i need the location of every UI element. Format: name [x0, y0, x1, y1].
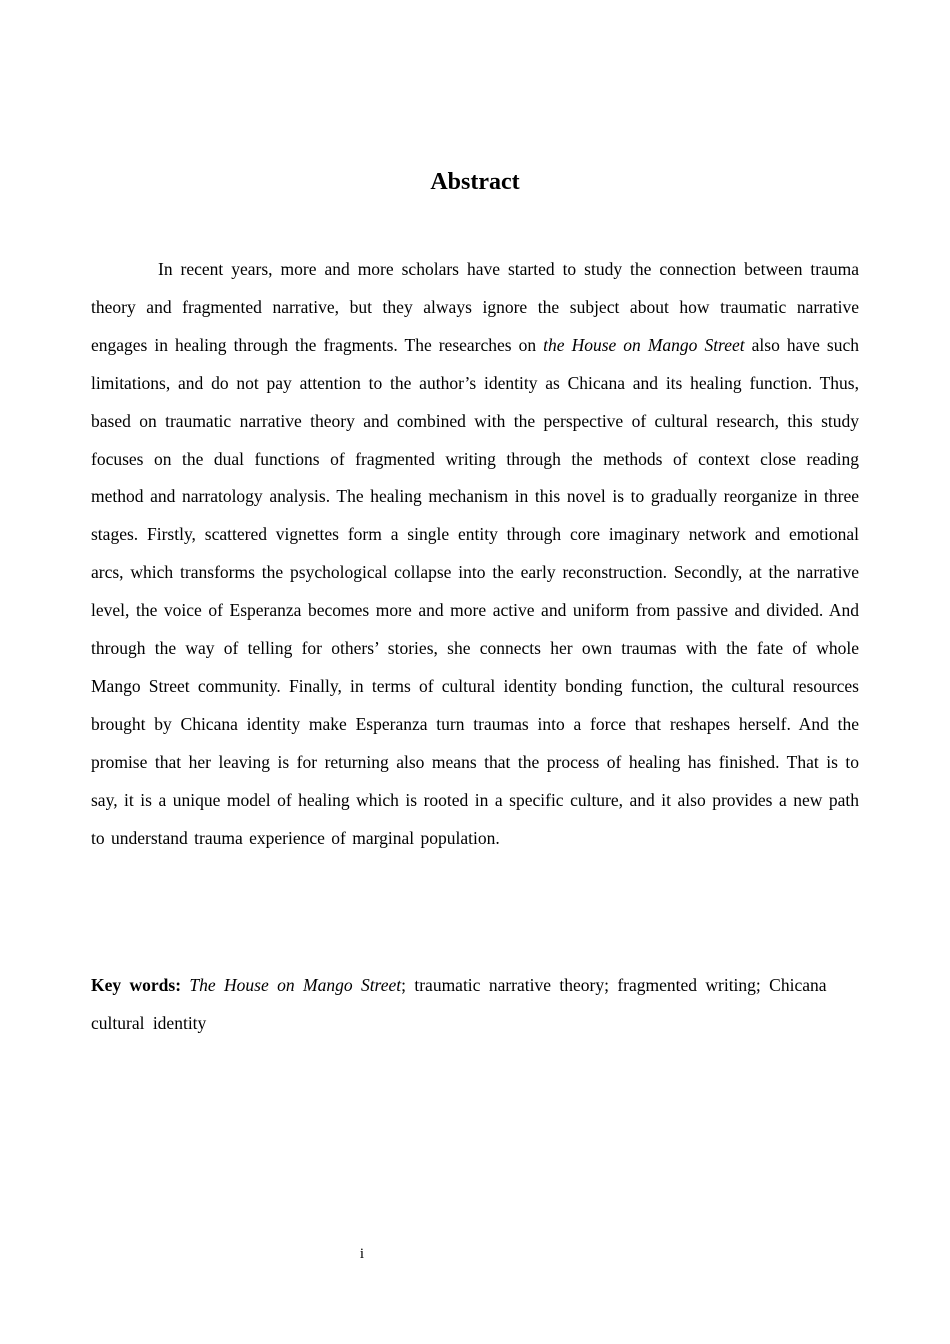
keywords-label: Key words:: [91, 975, 182, 995]
abstract-book-title: the House on Mango Street: [543, 334, 745, 355]
keywords-list: ; traumatic narrative theory; fragmented writing; Chicana cultural identity: [91, 975, 827, 1033]
page-number: i: [359, 1246, 365, 1262]
keywords-line: [91, 967, 841, 1043]
abstract-paragraph: [91, 251, 859, 858]
keywords-book-title: The House on Mango Street: [189, 975, 402, 995]
abstract-text-part-2: also have such limitations, and do not pay attention to the author’s identity as Chicana and its healing function. Thus, based on traumatic narrative theory and combined with the perspective of cultural research, this study focuses on the dual functions of fragmented writing through the methods of context close reading method and narratology analysis. The healing mechanism in this novel is to gradually reorganize in three stages. Firstly, scattered vignettes form a single entity through core imaginary network and emotional arcs, which transforms the psychological collapse into the early reconstruction. Secondly, at the narrative level, the voice of Esperanza becomes more and more active and uniform from passive and divided. And through the way of telling for others’ stories, she connects her own traumas with the fate of whole Mango Street community. Finally, in terms of cultural identity bonding function, the cultural resources brought by Chicana identity make Esperanza turn traumas into a force that reshapes herself. And the promise that her leaving is for returning also means that the process of healing has finished. That is to say, it is a unique model of healing which is rooted in a specific culture, and it also provides a new path to understand trauma experience of marginal population.: [91, 334, 859, 848]
page-title: Abstract: [430, 169, 520, 195]
abstract-text-part-1: In recent years, more and more scholars have started to study the connection between trauma theory and fragmented narrative, but they always ignore the subject about how traumatic narrative engages in healing through the fragments. The researches on: [91, 259, 859, 355]
